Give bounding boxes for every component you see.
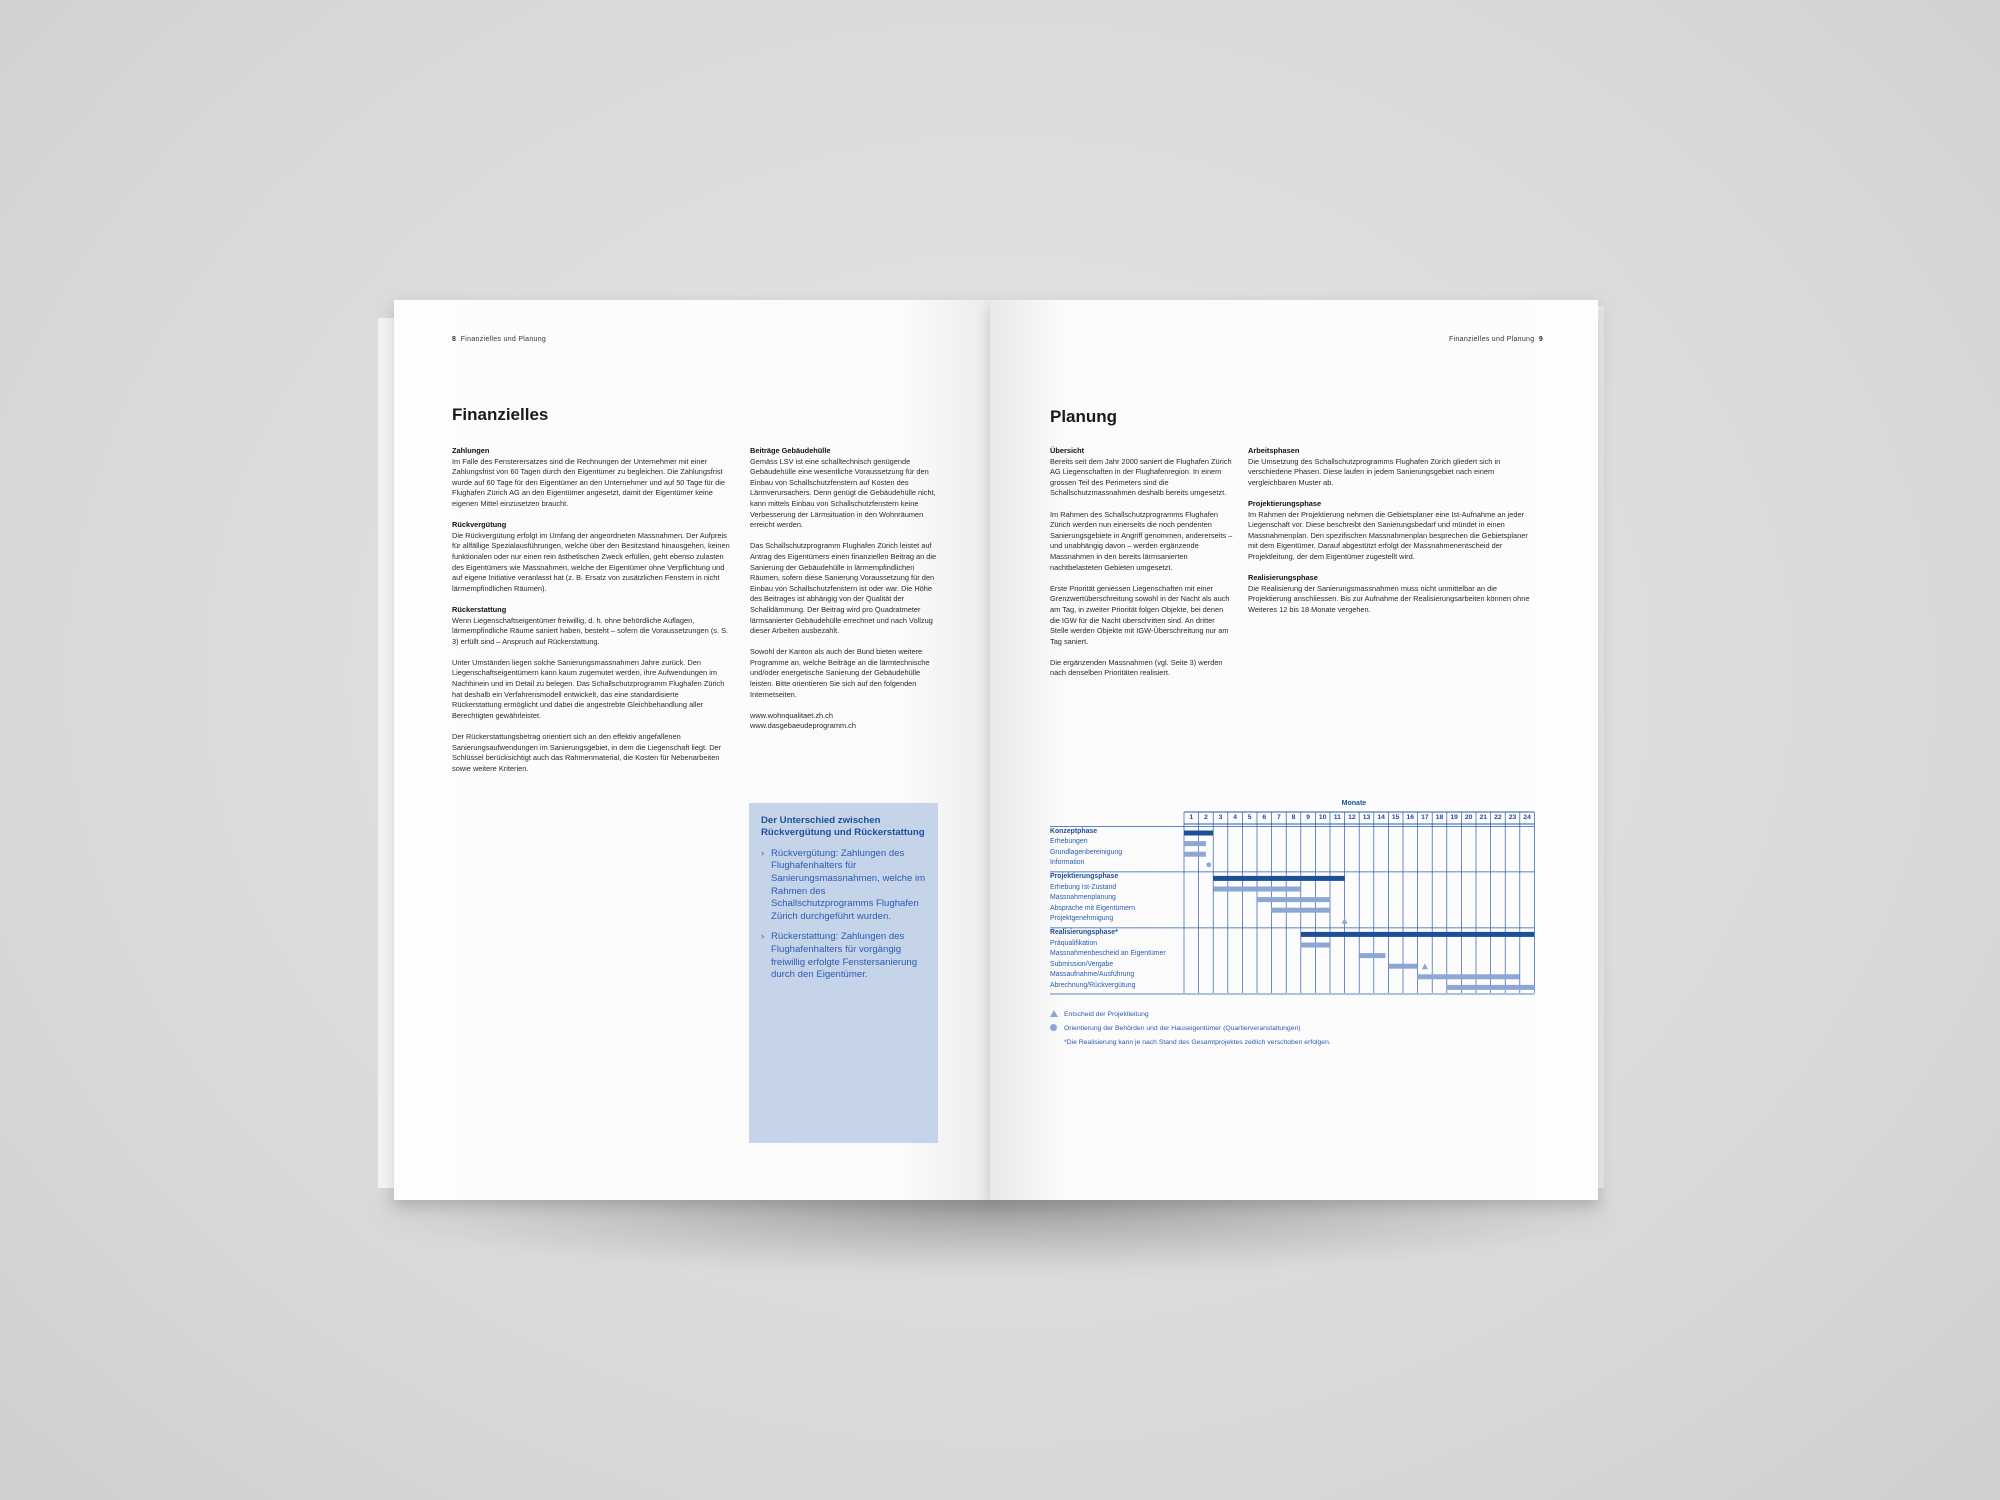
text-uebersicht-2: Im Rahmen des Schallschutzprogramms Flughafen Zürich werden nun einerseits die noch pendenten Sanierungsgebiete in Angriff genommen, andererseits – und unabhängig davon – werden ergänzende Massnahmen in den bereits lärmsanierten nachtbelasteten Gebieten umgesetzt. <box>1050 509 1233 572</box>
gantt-month-label: 11 <box>1333 814 1341 821</box>
gantt-task-bar <box>1184 841 1206 846</box>
heading-zahlungen: Zahlungen <box>452 446 490 455</box>
text-uebersicht-1: Bereits seit dem Jahr 2000 saniert die Flughafen Zürich AG Liegenschaften in der Flughafenregion. In einem grossen Teil des Perimeters sind die Schallschutzmassnahmen deshalb bereits umgesetzt. <box>1050 456 1232 498</box>
text-beitraege-2: Das Schallschutzprogramm Flughafen Zürich leistet auf Antrag des Eigentümers einen finanziellen Beitrag an die Sanierung der Gebäudehülle in lärmempfindlichen Räumen, sofern diese Sanierung Voraussetzung für den Einbau von Schallschutzfenstern ist oder war. Die Höhe des Beitrages ist abhängig von der Qualität der Schalldämmung. Der Beitrag wird pro Quadratmeter lärmsanierter Gebäudehülle errechnet und nach Vollzug dieser Arbeiten ausbezahlt. <box>750 541 937 636</box>
gantt-task-bar <box>1272 908 1330 913</box>
text-uebersicht-3: Erste Priorität geniessen Liegenschaften mit einer Grenzwertüberschreitung sowohl in der Nacht als auch am Tag, in zweiter Priorität folgen Objekte, bei denen die IGW für die Nacht überschritten sind. An dritter Stelle werden Objekte mit IGW-Überschreitung nur am Tag saniert. <box>1050 583 1230 646</box>
legend-circle-text: Orientierung der Behörden und der Hauseigentümer (Quartierveranstaltungen) <box>1064 1025 1301 1032</box>
info-box-item-text: Rückerstattung: Zahlungen des Flughafenhalters für vorgängig freiwillig erfolgte Fenstersanierung durch den Eigentümer. <box>771 931 918 981</box>
gantt-task-bar <box>1447 985 1535 990</box>
gantt-footnote: *Die Realisierung kann je nach Stand des Gesamtprojektes zeitlich verschoben erfolgen. <box>1064 1039 1331 1046</box>
legend-circle <box>1050 1024 1301 1032</box>
gantt-month-label: 22 <box>1494 814 1502 821</box>
heading-rueckerstattung: Rückerstattung <box>452 604 507 614</box>
gantt-month-label: 21 <box>1479 814 1488 821</box>
gantt-milestone-triangle <box>1342 918 1348 924</box>
heading-beitraege: Beiträge Gebäudehülle <box>750 446 831 455</box>
gantt-month-label: 17 <box>1421 814 1429 821</box>
info-box-item <box>761 848 926 924</box>
project-schedule-gantt <box>1050 800 1536 1005</box>
right-running-head-text: Finanzielles und Planung <box>1449 336 1535 343</box>
heading-realisierungsphase: Realisierungsphase <box>1248 573 1318 583</box>
info-box-title: Der Unterschied zwischen Rückvergütung und Rückerstattung <box>761 815 925 839</box>
left-running-head-text: Finanzielles und Planung <box>460 336 547 343</box>
chevron-right-icon: › <box>761 847 765 859</box>
right-page-title: Planung <box>1050 407 1118 426</box>
text-rueckerstattung-2: Unter Umständen liegen solche Sanierungsmassnahmen Jahre zurück. Den Liegenschaftseigentümern kann kaum zugemutet werden, ihre Aufwendungen im Nachhinein und im Detail zu belegen. Das Schallschutzprogramm Flughafen Zürich hat deshalb ein Verfahrensmodell entwickelt, das eine standardisierte Rückerstattung ermöglicht und dabei die angestrebte Gleichbehandlung aller Berechtigten gewährleistet. <box>452 657 725 720</box>
legend-triangle <box>1050 1010 1149 1018</box>
gantt-task-bar <box>1388 964 1417 969</box>
text-realisierungsphase: Die Realisierung der Sanierungsmassnahmen muss nicht unmittelbar an die Projektierung anschliessen. Bis zur Aufnahme der Realisierungsarbeiten können ohne Weiteres 12 bis 18 Monate vergehen. <box>1248 583 1530 614</box>
gantt-month-label: 5 <box>1247 814 1252 821</box>
text-rueckverguetung: Die Rückvergütung erfolgt im Umfang der angeordneten Massnahmen. Der Aufpreis für allfällige Spezialausführungen, welche über den Besitzstand hinausgehen, keinen funktionalen oder nur einen rein ästhetischen Zweck erfüllen, geht ebenso zulasten des Eigentümers wie Massnahmen, welche der Eigentümer ohne Verpflichtung und auf eigene Initiative veranlasst hat (z. B. Ersatz von zusätzlichen Fenstern in nicht lärmempfindlichen Räumen). <box>452 530 730 593</box>
heading-uebersicht: Übersicht <box>1050 446 1085 455</box>
gantt-row-label: Grundlagenbereinigung <box>1050 848 1123 856</box>
gantt-month-label: 16 <box>1406 814 1415 821</box>
gantt-month-label: 24 <box>1523 814 1531 821</box>
text-beitraege-1: Gemäss LSV ist eine schalltechnisch genügende Gebäudehülle eine wesentliche Voraussetzung für den Einbau von Schallschutzfenstern auf Kosten des Lärmverursachers. Denn genügt die Gebäudehülle nicht, kann mittels Einbau von Schallschutzfenstern keine Verbesserung der Lärmsituation in den Wohnräumen erreicht werden. <box>750 456 936 530</box>
gantt-month-label: 3 <box>1218 814 1223 821</box>
gantt-row-label: Information <box>1050 859 1085 867</box>
right-column-2 <box>1248 446 1538 626</box>
right-page-number: 9 <box>1538 336 1544 343</box>
gantt-row-label: Abrechnung/Rückvergütung <box>1050 981 1136 989</box>
gantt-row-label: Realisierungsphase* <box>1050 928 1118 936</box>
heading-arbeitsphasen: Arbeitsphasen <box>1248 446 1300 455</box>
info-box-item-text: Rückvergütung: Zahlungen des Flughafenhalters für Sanierungsmassnahmen, welche im Rahmen des Schallschutzprogramms Flughafen Zürich durchgeführt wurden. <box>771 847 926 922</box>
gantt-month-label: 13 <box>1362 814 1371 821</box>
gantt-month-label: 9 <box>1306 814 1310 821</box>
info-box-list <box>749 848 938 982</box>
gantt-row-label: Massnahmenbescheid an Eigentümer <box>1050 950 1166 958</box>
gantt-row-label: Submission/Vergabe <box>1050 960 1114 968</box>
circle-icon <box>1050 1024 1057 1031</box>
gantt-row-label: Massaufnahme/Ausführung <box>1050 971 1135 979</box>
heading-rueckverguetung: Rückvergütung <box>452 520 507 530</box>
text-arbeitsphasen: Die Umsetzung des Schallschutzprogramms Flughafen Zürich gliedert sich in verschiedene Phasen. Diese laufen in jedem Sanierungsgebiet nach einem vergleichbaren Muster ab. <box>1248 456 1501 487</box>
right-running-head <box>1449 336 1543 343</box>
gantt-row-label: Erhebung Ist-Zustand <box>1050 883 1117 891</box>
link-gebaeudeprogramm[interactable]: www.dasgebaeudeprogramm.ch <box>750 721 856 731</box>
gantt-month-label: 8 <box>1291 814 1296 821</box>
gantt-task-bar <box>1418 974 1520 979</box>
gantt-row-label: Massnahmenplanung <box>1050 894 1116 902</box>
gantt-month-label: 23 <box>1508 814 1517 821</box>
gantt-month-label: 1 <box>1189 814 1194 821</box>
gantt-month-label: 14 <box>1377 814 1385 821</box>
gantt-phase-bar <box>1213 876 1344 881</box>
left-column-1 <box>452 446 730 785</box>
legend-triangle-text: Entscheid der Projektleitung <box>1064 1011 1149 1018</box>
gantt-task-bar <box>1301 943 1330 948</box>
gantt-task-bar <box>1213 887 1301 892</box>
left-column-2 <box>750 446 938 732</box>
left-page-number: 8 <box>452 336 457 343</box>
gantt-month-label: 10 <box>1318 814 1327 821</box>
right-column-1 <box>1050 446 1235 690</box>
left-running-head <box>452 336 546 343</box>
gantt-row-label: Präqualifikation <box>1050 939 1098 947</box>
text-zahlungen: Im Falle des Fensterersatzes sind die Rechnungen der Unternehmer mit einer Zahlungsfrist von 60 Tagen durch den Eigentümer zu begleichen. Die Zahlungsfrist wurde auf 60 Tage für den Eigentümer an den Unternehmer und auf 50 Tage für die Flughafen Zürich AG an den Eigentümer angesetzt, damit der Eigentümer keine eigenen Mittel einzusetzen braucht. <box>452 456 725 508</box>
gantt-milestone-circle <box>1206 862 1211 867</box>
gantt-month-label: 7 <box>1277 814 1281 821</box>
gantt-milestone-triangle <box>1422 963 1428 969</box>
info-box-item <box>761 931 926 981</box>
text-uebersicht-4: Die ergänzenden Massnahmen (vgl. Seite 3) werden nach denselben Prioritäten realisiert. <box>1050 657 1223 678</box>
gantt-task-bar <box>1359 953 1385 958</box>
gantt-month-label: 2 <box>1204 814 1208 821</box>
gantt-months-label: Monate <box>1341 800 1367 807</box>
text-beitraege-3: Sowohl der Kanton als auch der Bund bieten weitere Programme an, welche Beiträge an die lärmtechnische und/oder energetische Sanierung der Gebäudehülle leisten. Bitte orientieren Sie sich auf den folgenden Internetseiten. <box>750 647 930 699</box>
gantt-task-bar <box>1184 852 1206 857</box>
gantt-row-label: Absprache mit Eigentümern <box>1050 904 1136 912</box>
gantt-phase-bar <box>1184 831 1213 836</box>
difference-info-box <box>749 803 938 1143</box>
gantt-month-label: 19 <box>1450 814 1458 821</box>
left-page-title: Finanzielles <box>452 405 549 424</box>
gantt-month-label: 12 <box>1348 814 1356 821</box>
link-wohnqualitaet[interactable]: www.wohnqualitaet.zh.ch <box>750 710 833 720</box>
gantt-month-label: 18 <box>1435 814 1444 821</box>
chevron-right-icon: › <box>761 931 765 943</box>
gantt-row-label: Konzeptphase <box>1050 827 1098 835</box>
text-projektierungsphase: Im Rahmen der Projektierung nehmen die Gebietsplaner eine Ist-Aufnahme an jeder Liegenschaft vor. Diese beschreibt den Sanierungsbedarf und mündet in einen Massnahmenplan. Den spezifischen Massnahmenplan besprechen die Gebietsplaner mit dem Eigentümer. Darauf abgestützt erfolgt der Massnahmenentscheid der Projektleitung, der dem Eigentümer zugestellt wird. <box>1248 509 1528 561</box>
gantt-phase-bar <box>1301 932 1535 937</box>
gantt-row-label: Erhebungen <box>1050 838 1088 846</box>
gantt-task-bar <box>1257 897 1330 902</box>
gantt-month-label: 15 <box>1391 814 1400 821</box>
triangle-icon <box>1050 1010 1058 1017</box>
heading-projektierungsphase: Projektierungsphase <box>1248 498 1322 508</box>
text-rueckerstattung-3: Der Rückerstattungsbetrag orientiert sich an den effektiv angefallenen Sanierungsaufwendungen im Sanierungsgebiet, in dem die Liegenschaft liegt. Der Schlüssel berücksichtigt auch das Rahmenmaterial, die Kosten für Nebenarbeiten sowie weitere Kriterien. <box>452 732 722 773</box>
gantt-month-label: 4 <box>1233 814 1237 821</box>
gantt-row-label: Projektierungsphase <box>1050 872 1119 880</box>
right-page <box>990 300 1598 1200</box>
gantt-row-label: Projektgenehmigung <box>1050 915 1114 923</box>
text-rueckerstattung-1: Wenn Liegenschaftseigentümer freiwillig, d. h. ohne behördliche Auflagen, lärmempfindliche Räume saniert haben, besteht – sofern die Voraussetzungen (s. S. 3) erfüllt sind – Anspruch auf Rückerstattung. <box>452 615 729 646</box>
gantt-month-label: 20 <box>1464 814 1473 821</box>
gantt-month-label: 6 <box>1262 814 1267 821</box>
